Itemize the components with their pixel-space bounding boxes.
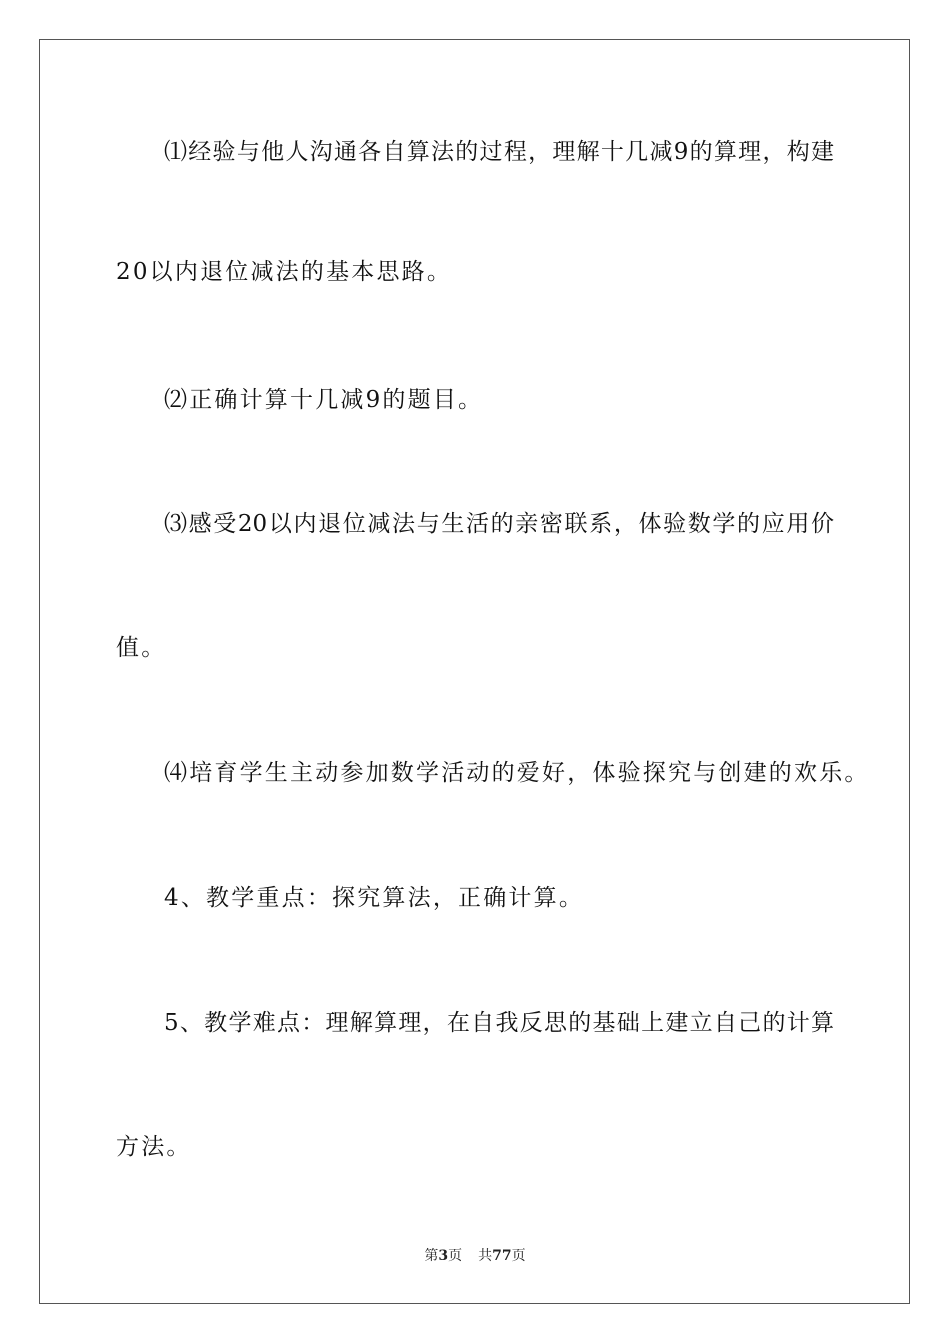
paragraph-3-line-1: ⑶感受20以内退位减法与生活的亲密联系，体验数学的应用价: [164, 511, 834, 537]
footer-page-prefix: 第: [424, 1248, 439, 1264]
paragraph-5-line-1: 4、教学重点：探究算法，正确计算。: [164, 885, 585, 911]
paragraph-1-line-1: ⑴经验与他人沟通各自算法的过程，理解十几减9的算理，构建: [164, 139, 834, 165]
paragraph-6-line-2: 方法。: [116, 1134, 192, 1160]
paragraph-3-line-2: 值。: [116, 635, 167, 661]
paragraph-6-line-1: 5、教学难点：理解算理，在自我反思的基础上建立自己的计算: [164, 1010, 834, 1036]
paragraph-1-line-2: 20以内退位减法的基本思路。: [116, 259, 453, 285]
footer-total-pages: 77: [492, 1248, 512, 1264]
paragraph-2-line-1: ⑵正确计算十几减9的题目。: [164, 387, 484, 413]
footer-page-number: 3: [438, 1248, 449, 1264]
footer-total-prefix: 共: [478, 1248, 493, 1264]
footer-page-suffix: 页: [448, 1248, 463, 1264]
page-footer: [0, 1247, 950, 1265]
footer-total-suffix: 页: [511, 1248, 526, 1264]
paragraph-4-line-1: ⑷培育学生主动参加数学活动的爱好，体验探究与创建的欢乐。: [164, 760, 870, 786]
page-frame: [39, 39, 910, 1304]
